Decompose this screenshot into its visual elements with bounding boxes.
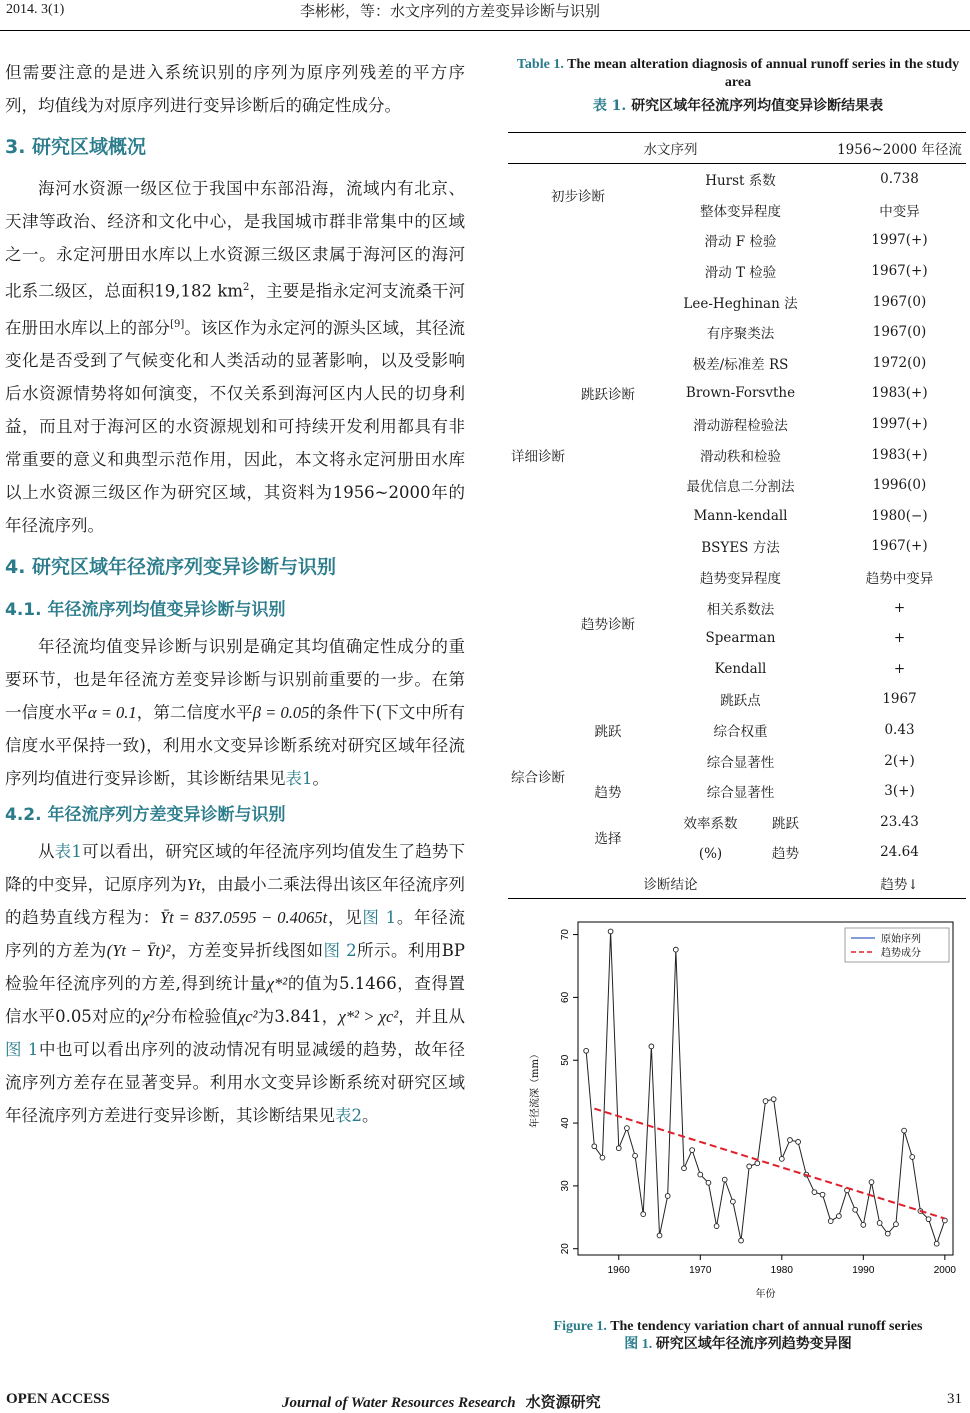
table-header-row (508, 133, 966, 164)
data-point (616, 1146, 621, 1151)
group-label: 趋势 (594, 785, 622, 802)
table-row: Kendall + (714, 660, 906, 677)
y-tick-label: 20 (560, 1243, 571, 1255)
y-tick-label: 40 (560, 1117, 571, 1129)
y-tick-label: 30 (560, 1180, 571, 1192)
y-tick-label: 50 (560, 1054, 571, 1066)
section-heading-3: 3. 研究区域概况 (5, 136, 147, 158)
section-heading-4-2: 4.2. 年径流序列方差变异诊断与识别 (5, 805, 286, 825)
table-row: 综合诊断 跳跃 跳跃点 1967 (508, 684, 966, 715)
data-point (796, 1140, 801, 1145)
x-tick-label: 1980 (770, 1265, 793, 1276)
data-point (836, 1214, 841, 1219)
table-row: Brown-Forsvthe 1983(+) (685, 385, 928, 402)
data-point (714, 1224, 719, 1229)
data-point (584, 1048, 589, 1053)
figure-1 (508, 910, 968, 1315)
data-point (853, 1207, 858, 1212)
data-point (633, 1153, 638, 1158)
data-point (910, 1155, 915, 1160)
section-heading-4: 4. 研究区域年径流序列变异诊断与识别 (5, 556, 337, 578)
left-column (5, 56, 465, 1132)
table-row: 有序聚类法 1967(0) (706, 324, 927, 343)
paragraph: 海河水资源一级区位于我国中东部沿海，流域内有北京、天津等政治、经济和文化中心，是我国城市群非常集中的区域之一。永定河册田水库以上水资源三级区隶属于海河区的海河北系二级区，总面积19,182 $km^2$，主要是指永定河支流桑干河在册田水库以上的部分[9]。该区作为永定河的源头区域，其径流变化是否受到了气候变化和人类活动的显著影响，以及受影响后水资源情势将如何演变，不仅关系到海河区内人民的切身利益，而且对于海河区的水资源规划和可持续开发利用都具有非常重要的意义和典型示范作用，因此，本文将永定河册田水库以上水资源三级区作为研究区域，其资料为1956~2000年的年径流序列。 (5, 179, 466, 535)
table-row: Lee-Heghinan 法 1967(0) (683, 293, 927, 312)
data-point (665, 1194, 670, 1199)
data-point (894, 1222, 899, 1227)
table-row: 滑动 T 检验 1967(+) (704, 263, 928, 282)
data-point (649, 1044, 654, 1049)
table-ref-link[interactable]: 表2 (335, 1106, 362, 1125)
data-point (722, 1177, 727, 1182)
paragraph: 但需要注意的是进入系统识别的序列为原序列残差的平方序列，均值线为对原序列进行变异诊断后的确定性成分。 (5, 63, 465, 115)
data-point (600, 1155, 605, 1160)
y-tick-label: 60 (560, 991, 571, 1003)
table-row: BSYES 方法 1967(+) (701, 538, 928, 557)
page-number: 31 (947, 1391, 962, 1407)
data-point (934, 1241, 939, 1246)
diagnosis-table (508, 132, 966, 899)
col-header: 水文序列 (508, 133, 833, 164)
table-row: 趋势 综合显著性 3(+) (508, 776, 966, 807)
page-header (0, 0, 970, 31)
data-point (926, 1217, 931, 1222)
group-label: 趋势诊断 (581, 616, 635, 633)
table-row: 详细诊断 跳跃诊断 滑动 F 检验 1997(+) (508, 225, 966, 256)
open-access-label: OPEN ACCESS (6, 1391, 110, 1407)
data-point (788, 1138, 793, 1143)
group-label: 跳跃诊断 (581, 387, 635, 404)
paragraph: 年径流均值变异诊断与识别是确定其均值确定性成分的重要环节，也是年径流方差变异诊断与识别前重要的一步。在第一信度水平α = 0.1，第二信度水平β = 0.05的条件下(下文中所有信度水平保持一致)，利用水文变异诊断系统对研究区域年径流序列均值进行变异诊断，其诊断结果见表1。 (5, 637, 466, 788)
data-point (828, 1219, 833, 1224)
table-row: 整体变异程度 中变异 (700, 203, 920, 220)
y-axis-label: 年径流深（mm） (530, 1049, 541, 1128)
table-caption-en: Table 1. The mean alteration diagnosis of annual runoff series in the study area (516, 57, 960, 90)
group-label: 跳跃 (594, 723, 622, 740)
data-point (730, 1199, 735, 1204)
table-row: 综合显著性 2(+) (706, 752, 915, 771)
table-row: 滑动游程检验法 1997(+) (693, 416, 928, 435)
figure-ref-link[interactable]: 图 2 (323, 941, 357, 960)
table-row: 诊断结论 趋势↓ (508, 868, 966, 899)
data-point (861, 1222, 866, 1227)
table-row: 趋势诊断 趋势变异程度 趋势中变异 (508, 562, 966, 593)
x-tick-label: 1970 (689, 1265, 712, 1276)
x-tick-label: 2000 (933, 1265, 956, 1276)
data-point (690, 1148, 695, 1153)
x-axis-label: 年份 (755, 1289, 776, 1300)
section-heading-4-1: 4.1. 年径流序列均值变异诊断与识别 (5, 600, 286, 620)
data-point (625, 1126, 630, 1131)
table-row: Spearman + (705, 630, 906, 647)
figure-ref-link[interactable]: 图 1 (362, 908, 397, 927)
series-line-original (586, 931, 945, 1243)
data-point (608, 929, 613, 934)
data-point (706, 1180, 711, 1185)
data-point (657, 1233, 662, 1238)
table-row: Mann-kendall 1980(−) (693, 507, 928, 524)
legend-label-trend: 趋势成分 (881, 948, 921, 959)
y-tick-label: 70 (560, 929, 571, 941)
data-point (877, 1221, 882, 1226)
table-row: 相关系数法 + (706, 599, 906, 618)
data-point (682, 1166, 687, 1171)
table-row: 最优信息二分割法 1996(0) (686, 477, 927, 496)
data-point (869, 1180, 874, 1185)
table-row: 初步诊断 Hurst 系数 0.738 (508, 164, 966, 195)
data-point (592, 1144, 597, 1149)
data-point (902, 1128, 907, 1133)
table-row: 滑动秩和检验 1983(+) (700, 446, 928, 465)
figure-ref-link[interactable]: 图 1 (5, 1040, 39, 1059)
runoff-trend-chart (508, 910, 968, 1315)
journal-name: Journal of Water Resources Research 水资源研究 (282, 1395, 601, 1411)
table-row: 选择 效率系数 跳跃 23.43 (508, 806, 966, 837)
group-label: 详细诊断 (511, 448, 565, 465)
figure-caption-en: Figure 1. The tendency variation chart of annual runoff series (553, 1319, 923, 1334)
table-row: (%) 趋势 24.64 (698, 844, 919, 863)
running-title: 李彬彬，等：水文序列的方差变异诊断与识别 (300, 2, 601, 20)
data-point (812, 1190, 817, 1195)
figure-caption-cn: 图 1. 研究区域年径流序列趋势变异图 (624, 1337, 852, 1352)
table-row: 极差/标准差 RS 1972(0) (692, 354, 927, 373)
data-point (641, 1212, 646, 1217)
data-point (698, 1172, 703, 1177)
group-label: 初步诊断 (551, 188, 605, 205)
data-point (755, 1161, 760, 1166)
data-point (779, 1156, 784, 1161)
group-label: 综合诊断 (511, 769, 565, 786)
table-ref-link[interactable]: 表1 (54, 842, 82, 861)
data-point (763, 1099, 768, 1104)
group-label: 选择 (594, 831, 622, 848)
data-point (747, 1164, 752, 1169)
table-caption-cn: 表 1. 研究区域年径流序列均值变异诊断结果表 (592, 98, 884, 114)
data-point (771, 1097, 776, 1102)
series-line-trend (594, 1109, 945, 1219)
data-point (885, 1231, 890, 1236)
table-row: 综合权重 0.43 (713, 721, 915, 740)
page-footer (0, 1385, 970, 1413)
plot-frame (578, 922, 953, 1255)
x-tick-label: 1960 (607, 1265, 630, 1276)
x-tick-label: 1990 (852, 1265, 875, 1276)
paragraph: 从表1可以看出，研究区域的年径流序列均值发生了趋势下降的中变异，记原序列为Yt，由最小二乘法得出该区年径流序列的趋势直线方程为：Ȳt = 837.0595 − 0.4065t，见图 1。年径流序列的方差为(Yt − Ȳt)²，方差变异折线图如图 2所示。利用BP检验年径流序列的方差,得到统计量χ*²的值为5.1466，查得置信水平0.05对应的χ²分布检验值χc²为3.841，χ*² > χc²，并且从图 1中也可以看出序列的波动情况有明显减缓的趋势，故年径流序列方差存在显著变异。利用水文变异诊断系统对研究区域年径流序列方差进行变异诊断，其诊断结果见表2。 (5, 842, 466, 1125)
col-header: 1956~2000 年径流 (833, 133, 966, 164)
figure-caption (508, 1318, 968, 1354)
legend-label-original: 原始序列 (881, 934, 921, 945)
data-point (820, 1192, 825, 1197)
issue-number: 2014. 3(1) (6, 2, 65, 17)
data-point (739, 1238, 744, 1243)
right-column (508, 56, 968, 893)
table-ref-link[interactable]: 表1 (285, 769, 313, 788)
data-point (673, 947, 678, 952)
